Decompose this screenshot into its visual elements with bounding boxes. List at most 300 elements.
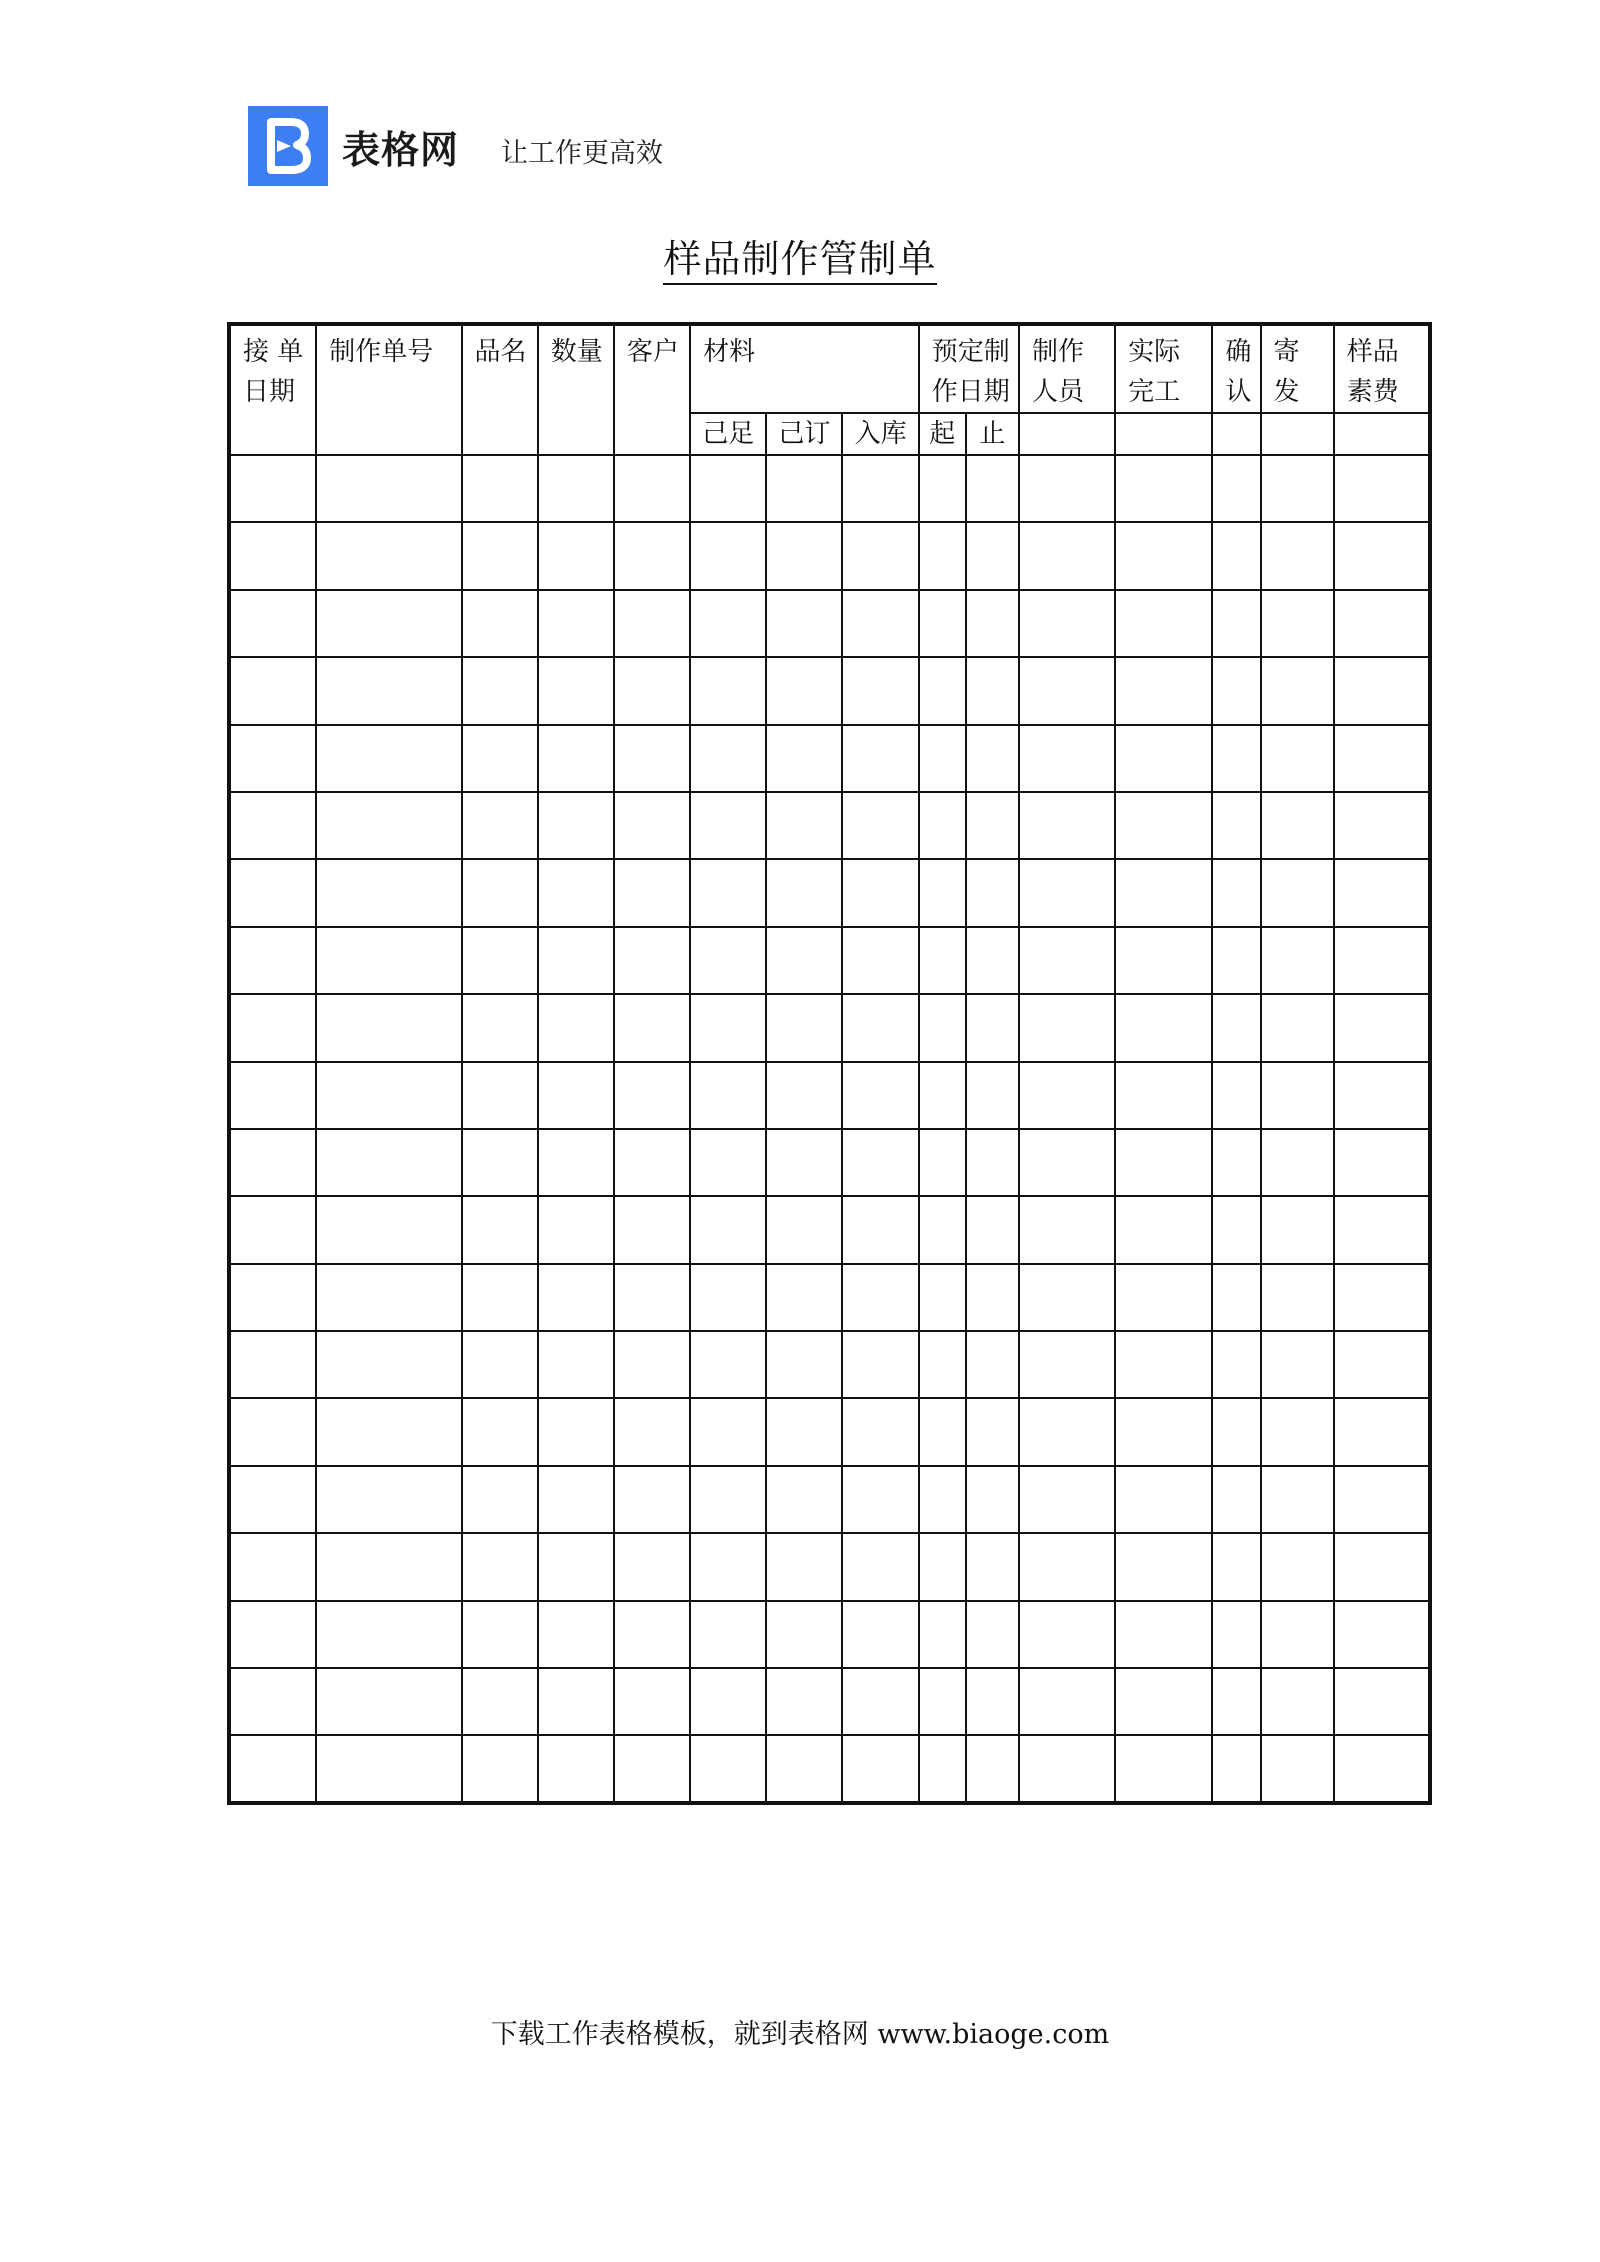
table-cell[interactable] xyxy=(919,1668,966,1735)
table-cell[interactable] xyxy=(1261,1668,1334,1735)
table-cell[interactable] xyxy=(966,455,1019,522)
table-cell[interactable] xyxy=(614,1264,690,1331)
table-cell[interactable] xyxy=(1212,1668,1260,1735)
table-cell[interactable] xyxy=(229,927,316,994)
table-cell[interactable] xyxy=(1261,1466,1334,1533)
table-cell[interactable] xyxy=(1115,1264,1212,1331)
table-cell[interactable] xyxy=(1334,1264,1430,1331)
table-cell[interactable] xyxy=(842,1466,918,1533)
table-cell[interactable] xyxy=(966,1331,1019,1398)
table-cell[interactable] xyxy=(538,1196,614,1263)
table-cell[interactable] xyxy=(1115,1466,1212,1533)
table-cell[interactable] xyxy=(462,1668,538,1735)
table-cell[interactable] xyxy=(766,859,842,926)
table-cell[interactable] xyxy=(316,1398,461,1465)
table-cell[interactable] xyxy=(1115,1533,1212,1600)
table-cell[interactable] xyxy=(1019,1601,1115,1668)
table-cell[interactable] xyxy=(614,994,690,1061)
table-cell[interactable] xyxy=(766,1668,842,1735)
table-cell[interactable] xyxy=(842,927,918,994)
table-cell[interactable] xyxy=(842,1264,918,1331)
table-cell[interactable] xyxy=(538,859,614,926)
table-cell[interactable] xyxy=(766,927,842,994)
table-cell[interactable] xyxy=(1212,859,1260,926)
table-cell[interactable] xyxy=(690,994,766,1061)
table-cell[interactable] xyxy=(1115,522,1212,589)
table-cell[interactable] xyxy=(538,590,614,657)
table-cell[interactable] xyxy=(1115,1601,1212,1668)
table-cell[interactable] xyxy=(766,455,842,522)
table-cell[interactable] xyxy=(842,455,918,522)
table-cell[interactable] xyxy=(690,522,766,589)
table-cell[interactable] xyxy=(1212,1735,1260,1802)
table-cell[interactable] xyxy=(538,927,614,994)
table-cell[interactable] xyxy=(690,1062,766,1129)
table-cell[interactable] xyxy=(538,455,614,522)
table-cell[interactable] xyxy=(1212,1129,1260,1196)
table-cell[interactable] xyxy=(316,994,461,1061)
table-cell[interactable] xyxy=(919,1601,966,1668)
table-cell[interactable] xyxy=(1212,1062,1260,1129)
table-cell[interactable] xyxy=(614,859,690,926)
table-cell[interactable] xyxy=(1334,1196,1430,1263)
table-cell[interactable] xyxy=(1212,994,1260,1061)
table-cell[interactable] xyxy=(1261,1331,1334,1398)
table-cell[interactable] xyxy=(229,1533,316,1600)
table-cell[interactable] xyxy=(229,522,316,589)
table-cell[interactable] xyxy=(316,455,461,522)
table-cell[interactable] xyxy=(462,859,538,926)
table-cell[interactable] xyxy=(690,1466,766,1533)
table-cell[interactable] xyxy=(462,1196,538,1263)
table-cell[interactable] xyxy=(1334,1331,1430,1398)
table-cell[interactable] xyxy=(1334,792,1430,859)
table-cell[interactable] xyxy=(766,1264,842,1331)
table-cell[interactable] xyxy=(1212,1264,1260,1331)
table-cell[interactable] xyxy=(462,455,538,522)
table-cell[interactable] xyxy=(614,1331,690,1398)
table-cell[interactable] xyxy=(229,1398,316,1465)
table-cell[interactable] xyxy=(462,1735,538,1802)
table-cell[interactable] xyxy=(1212,725,1260,792)
table-cell[interactable] xyxy=(1261,1062,1334,1129)
table-cell[interactable] xyxy=(966,1062,1019,1129)
table-cell[interactable] xyxy=(1115,657,1212,724)
table-cell[interactable] xyxy=(316,657,461,724)
table-cell[interactable] xyxy=(538,1129,614,1196)
table-cell[interactable] xyxy=(538,657,614,724)
table-cell[interactable] xyxy=(538,1668,614,1735)
table-cell[interactable] xyxy=(538,1735,614,1802)
table-cell[interactable] xyxy=(966,1601,1019,1668)
table-cell[interactable] xyxy=(316,1331,461,1398)
table-cell[interactable] xyxy=(1019,1533,1115,1600)
table-cell[interactable] xyxy=(1334,1129,1430,1196)
table-cell[interactable] xyxy=(842,792,918,859)
table-cell[interactable] xyxy=(1212,522,1260,589)
table-cell[interactable] xyxy=(229,1264,316,1331)
table-cell[interactable] xyxy=(919,1129,966,1196)
table-cell[interactable] xyxy=(316,1264,461,1331)
table-cell[interactable] xyxy=(1212,657,1260,724)
table-cell[interactable] xyxy=(316,590,461,657)
table-cell[interactable] xyxy=(614,1062,690,1129)
table-cell[interactable] xyxy=(919,1533,966,1600)
table-cell[interactable] xyxy=(1334,590,1430,657)
table-cell[interactable] xyxy=(1212,792,1260,859)
table-cell[interactable] xyxy=(1334,725,1430,792)
table-cell[interactable] xyxy=(1212,455,1260,522)
table-cell[interactable] xyxy=(1334,994,1430,1061)
table-cell[interactable] xyxy=(316,1062,461,1129)
table-cell[interactable] xyxy=(229,1196,316,1263)
table-cell[interactable] xyxy=(966,1398,1019,1465)
table-cell[interactable] xyxy=(229,1062,316,1129)
table-cell[interactable] xyxy=(614,1601,690,1668)
table-cell[interactable] xyxy=(462,792,538,859)
table-cell[interactable] xyxy=(1261,1196,1334,1263)
table-cell[interactable] xyxy=(842,1668,918,1735)
table-cell[interactable] xyxy=(919,1264,966,1331)
table-cell[interactable] xyxy=(1115,1735,1212,1802)
table-cell[interactable] xyxy=(766,522,842,589)
table-cell[interactable] xyxy=(690,1264,766,1331)
table-cell[interactable] xyxy=(842,1062,918,1129)
table-cell[interactable] xyxy=(1019,1129,1115,1196)
table-cell[interactable] xyxy=(842,1601,918,1668)
table-cell[interactable] xyxy=(919,859,966,926)
table-cell[interactable] xyxy=(966,1735,1019,1802)
table-cell[interactable] xyxy=(1334,927,1430,994)
table-cell[interactable] xyxy=(1115,1668,1212,1735)
table-cell[interactable] xyxy=(1115,725,1212,792)
table-cell[interactable] xyxy=(316,859,461,926)
table-cell[interactable] xyxy=(966,927,1019,994)
table-cell[interactable] xyxy=(966,522,1019,589)
table-cell[interactable] xyxy=(690,1601,766,1668)
table-cell[interactable] xyxy=(1019,1062,1115,1129)
table-cell[interactable] xyxy=(462,1398,538,1465)
table-cell[interactable] xyxy=(966,859,1019,926)
table-cell[interactable] xyxy=(690,1735,766,1802)
table-cell[interactable] xyxy=(538,522,614,589)
table-cell[interactable] xyxy=(690,590,766,657)
table-cell[interactable] xyxy=(842,1196,918,1263)
table-cell[interactable] xyxy=(316,792,461,859)
table-cell[interactable] xyxy=(1019,455,1115,522)
table-cell[interactable] xyxy=(1334,657,1430,724)
table-cell[interactable] xyxy=(614,1668,690,1735)
table-cell[interactable] xyxy=(538,1466,614,1533)
table-cell[interactable] xyxy=(316,1533,461,1600)
table-cell[interactable] xyxy=(1019,1735,1115,1802)
table-cell[interactable] xyxy=(229,455,316,522)
table-cell[interactable] xyxy=(1019,1466,1115,1533)
table-cell[interactable] xyxy=(316,1668,461,1735)
table-cell[interactable] xyxy=(1212,1398,1260,1465)
table-cell[interactable] xyxy=(966,1533,1019,1600)
table-cell[interactable] xyxy=(614,1735,690,1802)
table-cell[interactable] xyxy=(614,1533,690,1600)
table-cell[interactable] xyxy=(966,1466,1019,1533)
table-cell[interactable] xyxy=(919,1062,966,1129)
table-cell[interactable] xyxy=(1261,1398,1334,1465)
table-cell[interactable] xyxy=(1115,859,1212,926)
table-cell[interactable] xyxy=(462,522,538,589)
table-cell[interactable] xyxy=(766,994,842,1061)
table-cell[interactable] xyxy=(842,859,918,926)
table-cell[interactable] xyxy=(1019,994,1115,1061)
table-cell[interactable] xyxy=(229,1601,316,1668)
table-cell[interactable] xyxy=(966,1264,1019,1331)
table-cell[interactable] xyxy=(766,1466,842,1533)
table-cell[interactable] xyxy=(690,455,766,522)
table-cell[interactable] xyxy=(1212,1466,1260,1533)
table-cell[interactable] xyxy=(1261,1129,1334,1196)
table-cell[interactable] xyxy=(229,1735,316,1802)
table-cell[interactable] xyxy=(1212,1601,1260,1668)
table-cell[interactable] xyxy=(538,1398,614,1465)
table-cell[interactable] xyxy=(316,1735,461,1802)
table-cell[interactable] xyxy=(538,1264,614,1331)
table-cell[interactable] xyxy=(1261,927,1334,994)
table-cell[interactable] xyxy=(690,1668,766,1735)
table-cell[interactable] xyxy=(614,1196,690,1263)
table-cell[interactable] xyxy=(462,1062,538,1129)
table-cell[interactable] xyxy=(1261,1735,1334,1802)
table-cell[interactable] xyxy=(966,792,1019,859)
table-cell[interactable] xyxy=(1261,455,1334,522)
table-cell[interactable] xyxy=(1261,590,1334,657)
table-cell[interactable] xyxy=(614,725,690,792)
table-cell[interactable] xyxy=(1115,1331,1212,1398)
table-cell[interactable] xyxy=(614,792,690,859)
table-cell[interactable] xyxy=(1019,792,1115,859)
table-cell[interactable] xyxy=(614,522,690,589)
table-cell[interactable] xyxy=(1261,522,1334,589)
table-cell[interactable] xyxy=(316,1129,461,1196)
table-cell[interactable] xyxy=(842,590,918,657)
table-cell[interactable] xyxy=(690,1196,766,1263)
table-cell[interactable] xyxy=(1334,1466,1430,1533)
table-cell[interactable] xyxy=(538,792,614,859)
table-cell[interactable] xyxy=(1115,455,1212,522)
table-cell[interactable] xyxy=(766,657,842,724)
table-cell[interactable] xyxy=(966,590,1019,657)
table-cell[interactable] xyxy=(690,859,766,926)
table-cell[interactable] xyxy=(462,994,538,1061)
table-cell[interactable] xyxy=(690,1129,766,1196)
table-cell[interactable] xyxy=(1212,590,1260,657)
table-cell[interactable] xyxy=(1019,1196,1115,1263)
table-cell[interactable] xyxy=(1261,657,1334,724)
table-cell[interactable] xyxy=(966,725,1019,792)
table-cell[interactable] xyxy=(766,792,842,859)
table-cell[interactable] xyxy=(842,994,918,1061)
table-cell[interactable] xyxy=(1334,1735,1430,1802)
table-cell[interactable] xyxy=(842,1331,918,1398)
table-cell[interactable] xyxy=(842,1129,918,1196)
table-cell[interactable] xyxy=(1261,1264,1334,1331)
table-cell[interactable] xyxy=(919,522,966,589)
table-cell[interactable] xyxy=(462,927,538,994)
table-cell[interactable] xyxy=(229,590,316,657)
table-cell[interactable] xyxy=(462,725,538,792)
table-cell[interactable] xyxy=(1212,927,1260,994)
table-cell[interactable] xyxy=(766,725,842,792)
table-cell[interactable] xyxy=(919,590,966,657)
table-cell[interactable] xyxy=(1261,1601,1334,1668)
table-cell[interactable] xyxy=(614,1129,690,1196)
table-cell[interactable] xyxy=(1261,859,1334,926)
table-cell[interactable] xyxy=(462,1331,538,1398)
table-cell[interactable] xyxy=(1334,1601,1430,1668)
table-cell[interactable] xyxy=(614,455,690,522)
table-cell[interactable] xyxy=(919,455,966,522)
table-cell[interactable] xyxy=(1261,725,1334,792)
table-cell[interactable] xyxy=(462,1129,538,1196)
table-cell[interactable] xyxy=(1261,1533,1334,1600)
table-cell[interactable] xyxy=(462,1533,538,1600)
table-cell[interactable] xyxy=(538,1331,614,1398)
table-cell[interactable] xyxy=(690,792,766,859)
table-cell[interactable] xyxy=(766,1533,842,1600)
table-cell[interactable] xyxy=(614,1398,690,1465)
table-cell[interactable] xyxy=(1334,455,1430,522)
table-cell[interactable] xyxy=(766,1735,842,1802)
table-cell[interactable] xyxy=(229,1668,316,1735)
table-cell[interactable] xyxy=(1115,1129,1212,1196)
table-cell[interactable] xyxy=(316,927,461,994)
table-cell[interactable] xyxy=(1019,1331,1115,1398)
table-cell[interactable] xyxy=(229,1331,316,1398)
table-cell[interactable] xyxy=(842,725,918,792)
table-cell[interactable] xyxy=(316,522,461,589)
table-cell[interactable] xyxy=(1115,792,1212,859)
table-cell[interactable] xyxy=(766,1331,842,1398)
table-cell[interactable] xyxy=(316,1196,461,1263)
table-cell[interactable] xyxy=(614,927,690,994)
table-cell[interactable] xyxy=(1019,1264,1115,1331)
table-cell[interactable] xyxy=(690,927,766,994)
table-cell[interactable] xyxy=(1115,927,1212,994)
table-cell[interactable] xyxy=(462,1601,538,1668)
table-cell[interactable] xyxy=(1261,792,1334,859)
table-cell[interactable] xyxy=(690,725,766,792)
table-cell[interactable] xyxy=(1019,859,1115,926)
table-cell[interactable] xyxy=(966,994,1019,1061)
table-cell[interactable] xyxy=(1019,590,1115,657)
table-cell[interactable] xyxy=(1115,1196,1212,1263)
table-cell[interactable] xyxy=(919,1331,966,1398)
table-cell[interactable] xyxy=(538,1533,614,1600)
table-cell[interactable] xyxy=(1115,994,1212,1061)
table-cell[interactable] xyxy=(842,1735,918,1802)
table-cell[interactable] xyxy=(538,994,614,1061)
table-cell[interactable] xyxy=(919,1398,966,1465)
table-cell[interactable] xyxy=(614,657,690,724)
table-cell[interactable] xyxy=(1019,927,1115,994)
table-cell[interactable] xyxy=(842,1533,918,1600)
table-cell[interactable] xyxy=(1334,1533,1430,1600)
table-cell[interactable] xyxy=(1212,1196,1260,1263)
table-cell[interactable] xyxy=(462,1466,538,1533)
table-cell[interactable] xyxy=(966,1196,1019,1263)
table-cell[interactable] xyxy=(1261,994,1334,1061)
table-cell[interactable] xyxy=(919,927,966,994)
table-cell[interactable] xyxy=(919,792,966,859)
table-cell[interactable] xyxy=(690,1533,766,1600)
table-cell[interactable] xyxy=(1115,1062,1212,1129)
table-cell[interactable] xyxy=(229,994,316,1061)
table-cell[interactable] xyxy=(1212,1533,1260,1600)
table-cell[interactable] xyxy=(766,1398,842,1465)
table-cell[interactable] xyxy=(1115,1398,1212,1465)
table-cell[interactable] xyxy=(766,1129,842,1196)
table-cell[interactable] xyxy=(766,590,842,657)
table-cell[interactable] xyxy=(229,792,316,859)
table-cell[interactable] xyxy=(1334,522,1430,589)
table-cell[interactable] xyxy=(1019,725,1115,792)
table-cell[interactable] xyxy=(229,725,316,792)
table-cell[interactable] xyxy=(690,1398,766,1465)
table-cell[interactable] xyxy=(614,1466,690,1533)
table-cell[interactable] xyxy=(1019,522,1115,589)
table-cell[interactable] xyxy=(229,1466,316,1533)
table-cell[interactable] xyxy=(1334,1398,1430,1465)
table-cell[interactable] xyxy=(316,725,461,792)
table-cell[interactable] xyxy=(919,1196,966,1263)
table-cell[interactable] xyxy=(690,657,766,724)
table-cell[interactable] xyxy=(766,1196,842,1263)
table-cell[interactable] xyxy=(766,1601,842,1668)
table-cell[interactable] xyxy=(538,1062,614,1129)
table-cell[interactable] xyxy=(919,1735,966,1802)
table-cell[interactable] xyxy=(229,1129,316,1196)
table-cell[interactable] xyxy=(842,1398,918,1465)
table-cell[interactable] xyxy=(462,657,538,724)
table-cell[interactable] xyxy=(1212,1331,1260,1398)
table-cell[interactable] xyxy=(766,1062,842,1129)
table-cell[interactable] xyxy=(1115,590,1212,657)
table-cell[interactable] xyxy=(919,1466,966,1533)
table-cell[interactable] xyxy=(538,725,614,792)
table-cell[interactable] xyxy=(842,657,918,724)
table-cell[interactable] xyxy=(316,1601,461,1668)
table-cell[interactable] xyxy=(919,657,966,724)
table-cell[interactable] xyxy=(229,859,316,926)
table-cell[interactable] xyxy=(919,725,966,792)
table-cell[interactable] xyxy=(316,1466,461,1533)
table-cell[interactable] xyxy=(462,590,538,657)
table-cell[interactable] xyxy=(842,522,918,589)
table-cell[interactable] xyxy=(1334,859,1430,926)
table-cell[interactable] xyxy=(1334,1062,1430,1129)
table-cell[interactable] xyxy=(614,590,690,657)
table-cell[interactable] xyxy=(966,1129,1019,1196)
table-cell[interactable] xyxy=(966,657,1019,724)
table-cell[interactable] xyxy=(919,994,966,1061)
table-cell[interactable] xyxy=(1334,1668,1430,1735)
table-cell[interactable] xyxy=(1019,657,1115,724)
table-cell[interactable] xyxy=(966,1668,1019,1735)
table-cell[interactable] xyxy=(538,1601,614,1668)
table-cell[interactable] xyxy=(462,1264,538,1331)
table-cell[interactable] xyxy=(1019,1398,1115,1465)
table-cell[interactable] xyxy=(229,657,316,724)
table-cell[interactable] xyxy=(1019,1668,1115,1735)
table-cell[interactable] xyxy=(690,1331,766,1398)
